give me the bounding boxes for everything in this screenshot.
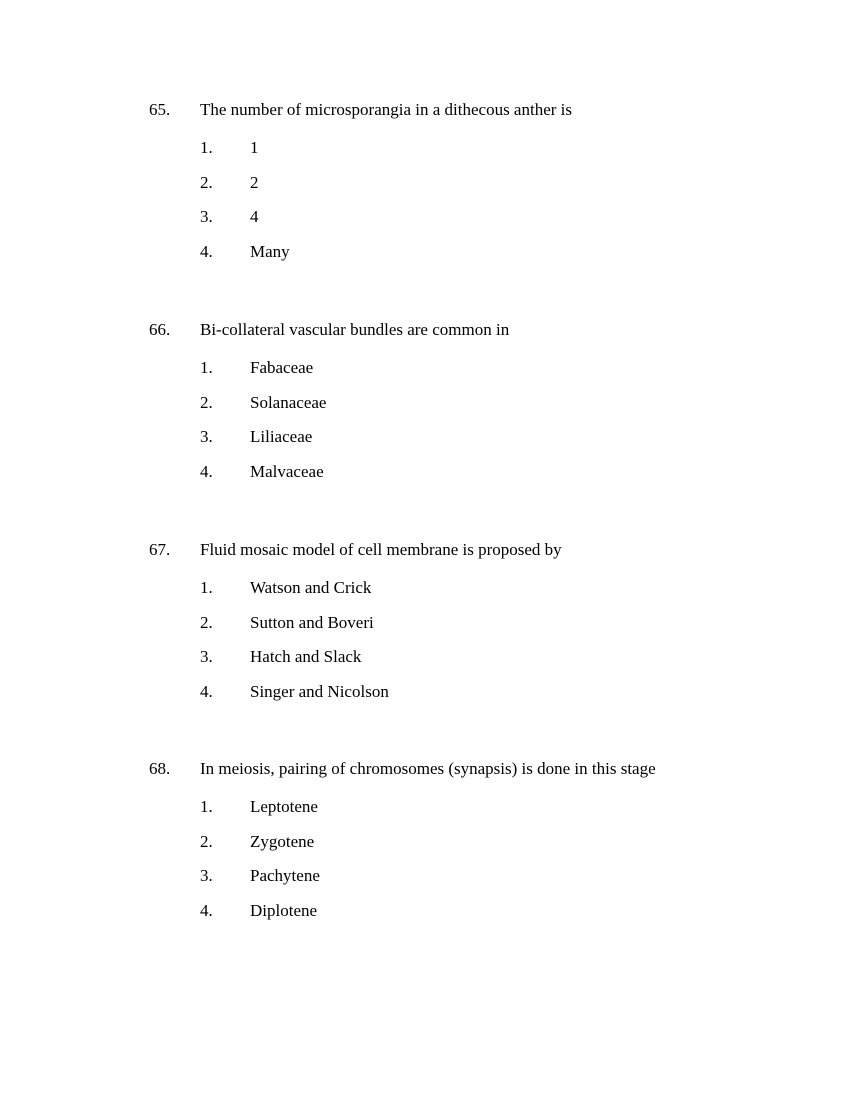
- option-item: [149, 461, 789, 496]
- option-text: Singer and Nicolson: [250, 682, 389, 702]
- option-number: 2.: [200, 172, 213, 192]
- question-stem: [149, 319, 789, 341]
- option-item: [149, 796, 789, 831]
- question-number: 68.: [149, 759, 171, 778]
- option-number: 3.: [200, 427, 213, 447]
- option-number: 4.: [200, 242, 213, 262]
- question-text: The number of microsporangia in a dithecous anther is: [200, 100, 572, 119]
- option-number: 3.: [200, 866, 213, 886]
- option-item: [149, 206, 789, 241]
- option-item: [149, 392, 789, 427]
- question-68: [149, 758, 789, 935]
- option-text: Leptotene: [250, 797, 318, 816]
- option-item: [149, 241, 789, 276]
- question-number: 65.: [149, 100, 171, 119]
- option-list: [149, 796, 789, 935]
- question-number: 66.: [149, 320, 171, 339]
- option-number: 4.: [200, 462, 213, 482]
- option-list: [149, 357, 789, 496]
- option-number: 3.: [200, 647, 213, 667]
- option-list: [149, 137, 789, 276]
- option-text: 2: [250, 172, 259, 192]
- option-number: 1.: [200, 138, 213, 157]
- option-item: [149, 357, 789, 392]
- option-number: 2.: [200, 612, 213, 632]
- option-item: [149, 900, 789, 935]
- option-number: 1.: [200, 358, 213, 377]
- option-item: [149, 681, 789, 716]
- question-stem: [149, 539, 789, 561]
- option-text: Watson and Crick: [250, 578, 372, 597]
- option-number: 2.: [200, 831, 213, 851]
- question-stem: [149, 99, 789, 121]
- option-text: Pachytene: [250, 866, 320, 886]
- option-item: [149, 426, 789, 461]
- option-text: Fabaceae: [250, 358, 314, 377]
- option-text: 1: [250, 138, 259, 157]
- option-number: 2.: [200, 392, 213, 412]
- question-66: [149, 319, 789, 496]
- option-item: [149, 137, 789, 172]
- option-text: Many: [250, 242, 290, 262]
- question-text: Fluid mosaic model of cell membrane is proposed by: [200, 540, 562, 559]
- option-number: 1.: [200, 797, 213, 816]
- option-item: [149, 865, 789, 900]
- option-number: 4.: [200, 901, 213, 921]
- question-number: 67.: [149, 540, 171, 559]
- option-number: 3.: [200, 207, 213, 227]
- question-text: Bi-collateral vascular bundles are common in: [200, 320, 510, 339]
- option-item: [149, 612, 789, 647]
- option-text: Diplotene: [250, 901, 318, 921]
- option-text: Liliaceae: [250, 427, 313, 447]
- question-65: [149, 99, 789, 276]
- option-item: [149, 646, 789, 681]
- option-text: Malvaceae: [250, 462, 324, 482]
- question-stem: [149, 758, 789, 780]
- option-number: 4.: [200, 682, 213, 702]
- option-item: [149, 831, 789, 866]
- option-text: Hatch and Slack: [250, 647, 362, 667]
- option-text: Sutton and Boveri: [250, 612, 374, 632]
- question-67: [149, 539, 789, 716]
- option-list: [149, 577, 789, 716]
- question-text: In meiosis, pairing of chromosomes (synapsis) is done in this stage: [200, 759, 656, 778]
- option-text: Solanaceae: [250, 392, 327, 412]
- option-text: Zygotene: [250, 831, 315, 851]
- option-number: 1.: [200, 578, 213, 597]
- option-item: [149, 172, 789, 207]
- option-item: [149, 577, 789, 612]
- option-text: 4: [250, 207, 259, 227]
